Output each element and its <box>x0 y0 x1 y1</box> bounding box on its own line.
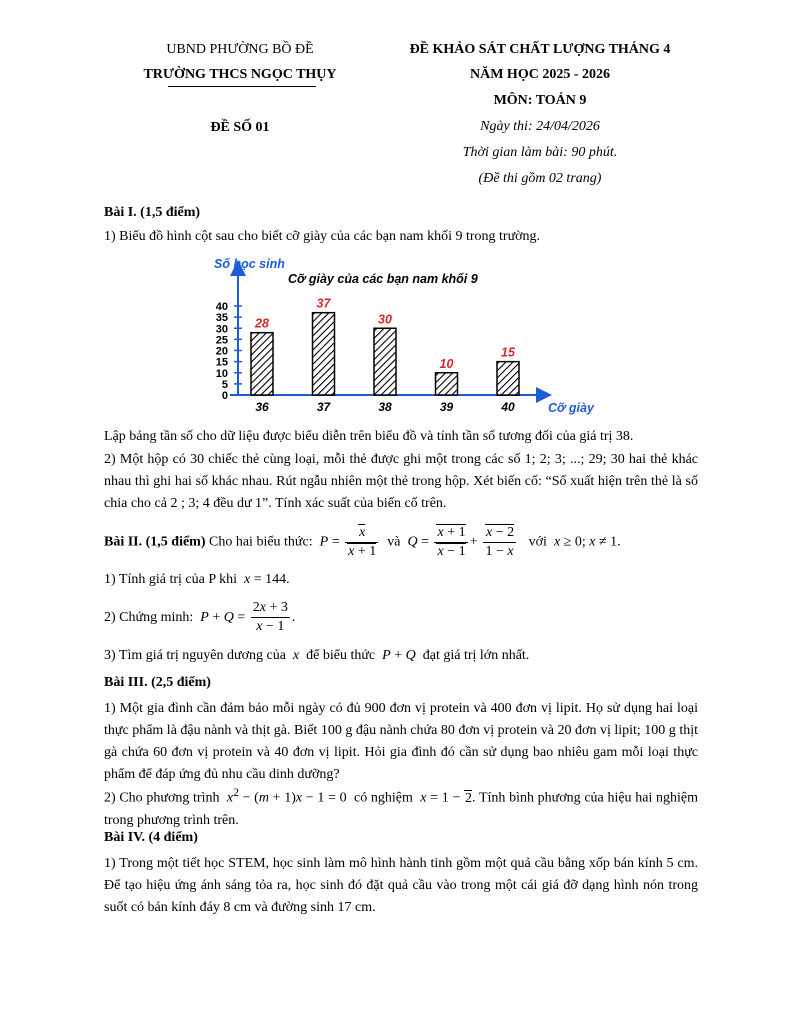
expression-q-term1: $\frac{x + 1}{x - 1}$ <box>434 524 467 561</box>
bai1-q1-task: Lập bảng tần số cho dữ liệu được biểu diễn trên biểu đồ và tính tần số tương đối của giá trị 38. <box>104 429 634 444</box>
bai4-heading: Bài IV. (4 điểm) <box>104 830 198 845</box>
bai2-q1-text: 1) Tính giá trị của P khi <box>104 572 237 587</box>
y-tick-label: 20 <box>215 345 228 358</box>
exam-duration: Thời gian làm bài: 90 phút. <box>462 145 618 160</box>
y-tick-label: 10 <box>215 367 228 380</box>
bai2-q3-text-a: 3) Tìm giá trị nguyên dương của <box>104 648 286 663</box>
y-tick-label: 40 <box>215 301 228 313</box>
page-count: (Đề thi gồm 02 trang) <box>478 171 602 186</box>
chart-title: Cỡ giày của các bạn nam khối 9 <box>288 272 478 286</box>
bar-chart-svg <box>196 254 606 426</box>
y-tick-label: 15 <box>215 356 228 369</box>
school-name: TRƯỜNG THCS NGỌC THỤY <box>143 67 337 82</box>
bai1-q2: 2) Một hộp có 30 chiếc thẻ cùng loại, mỗi thẻ được ghi một trong các số 1; 2; 3; ...; 29; 30 hai thẻ khác nhau thì ghi hai số khác nhau. Rút ngẫu nhiên một thẻ trong hộp. Xét biến cố: “Số xuất hiện trên thẻ là số chia cho cả 2 ; 3; 4 đều dư 1”. Tính xác suất của biến cố trên. <box>104 452 698 511</box>
bar <box>251 333 273 395</box>
shoe-size-chart <box>196 254 606 426</box>
expression-p-plus-q: $\frac{2x + 3}{x - 1}$ <box>252 600 288 635</box>
y-tick-label: 0 <box>221 390 228 402</box>
bai2-condition-label: với <box>528 534 547 550</box>
bai3-q2-text-c: . Tính bình phương của hiệu hai nghiệm trong phương trình trên. <box>104 790 699 828</box>
bai2-q3: 3) Tìm giá trị nguyên dương của x để biểu thức P + Q đạt giá trị lớn nhất. <box>104 648 530 663</box>
bar-value-label: 28 <box>255 316 269 331</box>
bai2-condition: x ≥ 0; x ≠ 1. <box>553 534 621 550</box>
school-year: NĂM HỌC 2025 - 2026 <box>470 67 610 82</box>
bai1-q1: 1) Biểu đồ hình cột sau cho biết cỡ giày của các bạn nam khối 9 trong trường. <box>104 229 541 244</box>
x-tick-label: 36 <box>255 400 269 414</box>
exam-date: Ngày thi: 24/04/2026 <box>480 119 600 134</box>
bar-value-label: 30 <box>378 312 392 327</box>
bai3-heading: Bài III. (2,5 điểm) <box>104 675 211 690</box>
y-tick-label: 30 <box>215 323 228 336</box>
y-tick-label: 25 <box>215 334 228 347</box>
bai1-heading: Bài I. (1,5 điểm) <box>104 205 201 220</box>
subject: MÔN: TOÁN 9 <box>493 93 587 108</box>
bai2-intro: Cho hai biểu thức: <box>209 534 313 550</box>
bar <box>497 362 519 395</box>
bai2-q2: 2) Chứng minh: P + Q = $\frac{2x + 3}{x - 1}$ . <box>104 600 296 635</box>
bar <box>313 313 335 395</box>
bar-value-label: 15 <box>501 345 515 360</box>
exam-title: ĐỀ KHẢO SÁT CHẤT LƯỢNG THÁNG 4 <box>409 42 671 57</box>
bai3-q1: 1) Một gia đình cần đảm bảo mỗi ngày có đủ 900 đơn vị protein và 400 đơn vị lipit. Họ sử dụng hai loại thực phẩm là đậu nành và thịt gà. Biết 100 g đậu nành chứa 80 đơn vị protein và 20 đơn vị lipit; 100 g thịt gà chứa 60 đơn vị protein và 40 đơn vị lipit. Hỏi gia đình đó cần sử dụng bao nhiêu gam mỗi loại thực phẩm để đáp ứng đủ nhu cầu dinh dưỡng? <box>104 701 698 782</box>
bai2-and: và <box>387 534 401 550</box>
bai4-q1: 1) Trong một tiết học STEM, học sinh làm mô hình hành tinh gồm một quả cầu bằng xốp bán kính 5 cm. Để tạo hiệu ứng ánh sáng tỏa ra, học sinh đó đặt quả cầu vào trong một cái giá đỡ dạng hình nón trong suốt có bán kính đáy 8 cm và đường sinh 17 cm. <box>104 856 698 915</box>
x-tick-label: 37 <box>316 400 331 414</box>
y-tick-label: 5 <box>221 378 228 391</box>
x-tick-label: 39 <box>439 400 454 414</box>
exam-number: ĐỀ SỐ 01 <box>210 120 270 135</box>
x-tick-label: 40 <box>501 400 515 414</box>
bai3-q2-text-a: 2) Cho phương trình <box>104 790 220 806</box>
bai2-q1: 1) Tính giá trị của P khi x = 144. <box>104 572 290 587</box>
bar-value-label: 37 <box>316 296 331 311</box>
bai3-q2-text-b: có nghiệm <box>354 790 413 806</box>
bai2-q3-text-b: để biểu thức <box>306 648 376 663</box>
bai2-q3-text-c: đạt giá trị lớn nhất. <box>422 648 530 663</box>
expression-q-term2: $\frac{x - 2}{1 - x}$ <box>483 524 516 561</box>
bai2-heading: Bài II. (1,5 điểm) <box>104 534 206 550</box>
bar <box>436 373 458 395</box>
bai2-statement: Bài II. (1,5 điểm) Cho hai biểu thức: P = $\frac{x}{x + 1}$ và Q = $\frac{x + 1}{x - 1}$ + $\frac{x - 2}{1 - x}$ với x ≥ 0; x ≠ 1. <box>104 525 621 559</box>
y-tick-label: 35 <box>215 312 228 325</box>
x-tick-label: 38 <box>378 400 392 414</box>
bai3-q2: 2) Cho phương trình $x^2 - (m + 1)x - 1 = 0$ có nghiệm x = 1 − 2. Tính bình phương của hiệu hai nghiệm trong phương trình trên. <box>104 786 699 828</box>
y-axis-label: Số học sinh <box>214 257 285 271</box>
bar-value-label: 10 <box>439 356 454 371</box>
school-name-underline <box>168 86 316 87</box>
x-axis-label: Cỡ giày <box>548 401 594 415</box>
bai2-q2-text: 2) Chứng minh: <box>104 610 194 625</box>
bar <box>374 328 396 395</box>
department-name: UBND PHƯỜNG BỒ ĐỀ <box>166 42 314 57</box>
expression-p: $\frac{x}{x + 1}$ <box>345 524 378 561</box>
